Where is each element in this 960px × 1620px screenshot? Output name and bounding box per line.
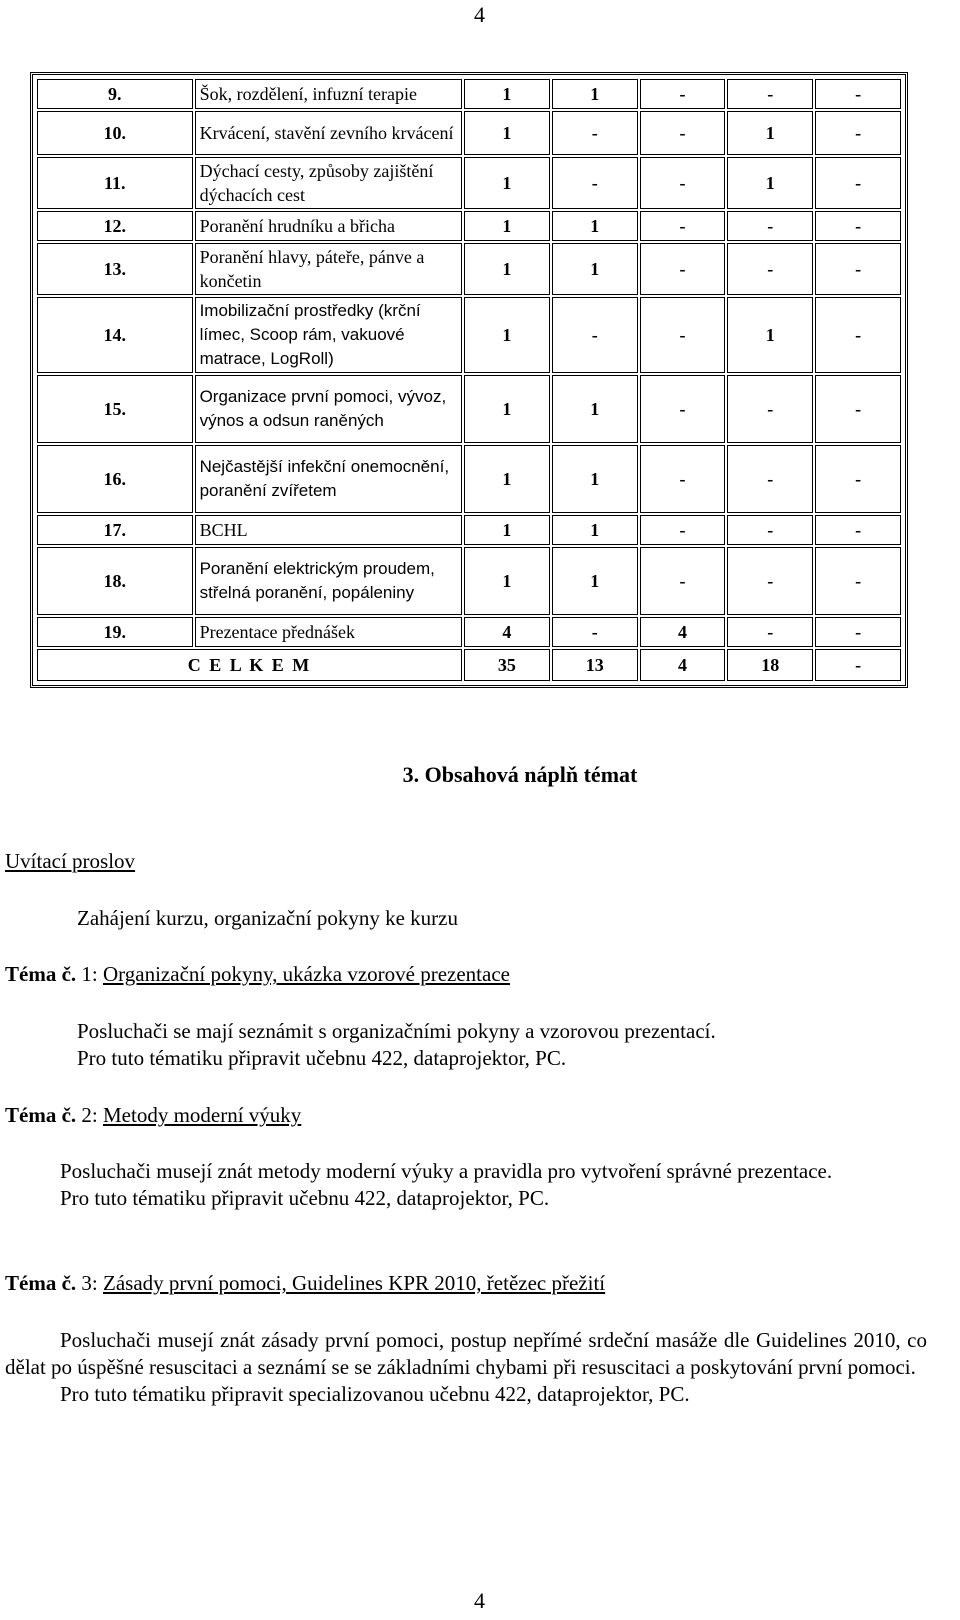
hours-table: [35, 77, 903, 683]
table-row: [37, 297, 901, 373]
topic-1-heading: [5, 961, 510, 988]
table-total-row: [37, 649, 901, 681]
row-number: 12.: [37, 211, 193, 241]
topic-1-line2: Pro tuto tématiku připravit učebnu 422, dataprojektor, PC.: [77, 1046, 567, 1070]
row-value-1: 1: [464, 547, 550, 615]
row-value-3: -: [640, 211, 726, 241]
row-value-4: -: [727, 211, 813, 241]
row-value-2: -: [552, 157, 638, 209]
row-value-2: 1: [552, 515, 638, 545]
row-value-1: 1: [464, 243, 550, 295]
row-number: 15.: [37, 375, 193, 443]
row-topic: Poranění elektrickým proudem, střelná poranění, popáleniny: [195, 547, 462, 615]
table-row: [37, 547, 901, 615]
topic-2-line2: Pro tuto tématiku připravit učebnu 422, dataprojektor, PC.: [60, 1186, 550, 1210]
row-number: 13.: [37, 243, 193, 295]
row-topic: Krvácení, stavění zevního krvácení: [195, 111, 462, 155]
row-value-3: -: [640, 111, 726, 155]
row-value-2: 1: [552, 79, 638, 109]
topic-2-paragraph: [5, 1158, 927, 1212]
topic-1-label: Téma č.: [5, 962, 77, 986]
row-value-1: 1: [464, 375, 550, 443]
total-value-1: 35: [464, 649, 550, 681]
topic-1-title: Organizační pokyny, ukázka vzorové prezentace: [103, 962, 510, 986]
row-value-5: -: [815, 211, 901, 241]
table-row: [37, 157, 901, 209]
topic-3-line1: Posluchači musejí znát zásady první pomoci, postup nepřímé srdeční masáže dle Guidelines 2010, co dělat po úspěšné resuscitaci a seznámí se se základními chybami při resuscitaci a poskytování první pomoci.: [5, 1328, 927, 1379]
row-topic: Nejčastější infekční onemocnění, poranění zvířetem: [195, 445, 462, 513]
topic-3-line2: Pro tuto tématiku připravit specializovanou učebnu 422, dataprojektor, PC.: [60, 1382, 690, 1406]
welcome-title: Uvítací proslov: [5, 849, 136, 873]
row-value-3: -: [640, 445, 726, 513]
row-value-3: 4: [640, 617, 726, 647]
topic-2-title: Metody moderní výuky: [103, 1103, 302, 1127]
row-value-5: -: [815, 297, 901, 373]
row-value-2: -: [552, 111, 638, 155]
row-topic: Šok, rozdělení, infuzní terapie: [195, 79, 462, 109]
table-row: [37, 515, 901, 545]
row-value-3: -: [640, 375, 726, 443]
table-row: [37, 111, 901, 155]
row-value-2: -: [552, 297, 638, 373]
row-value-4: 1: [727, 157, 813, 209]
topic-3-label: Téma č.: [5, 1271, 77, 1295]
table-row: [37, 211, 901, 241]
total-value-2: 13: [552, 649, 638, 681]
topic-2-line1: Posluchači musejí znát metody moderní výuky a pravidla pro vytvoření správné prezentace.: [60, 1159, 833, 1183]
row-value-4: 1: [727, 111, 813, 155]
row-value-5: -: [815, 111, 901, 155]
row-value-1: 1: [464, 157, 550, 209]
topic-3-title: Zásady první pomoci, Guidelines KPR 2010, řetězec přežití: [103, 1271, 606, 1295]
row-value-5: -: [815, 375, 901, 443]
row-value-2: 1: [552, 547, 638, 615]
table-row: [37, 375, 901, 443]
page-number-top: 4: [474, 2, 485, 27]
row-value-4: -: [727, 445, 813, 513]
row-value-5: -: [815, 243, 901, 295]
row-value-3: -: [640, 79, 726, 109]
row-value-2: 1: [552, 445, 638, 513]
row-topic: Dýchací cesty, způsoby zajištění dýchacích cest: [195, 157, 462, 209]
total-value-3: 4: [640, 649, 726, 681]
section-heading: [0, 762, 960, 788]
row-value-3: -: [640, 243, 726, 295]
topic-3-heading: [5, 1270, 605, 1297]
row-number: 9.: [37, 79, 193, 109]
row-value-4: -: [727, 243, 813, 295]
table-row: [37, 79, 901, 109]
hours-table-body: [37, 79, 901, 681]
row-value-4: 1: [727, 297, 813, 373]
row-value-4: -: [727, 547, 813, 615]
table-row: [37, 243, 901, 295]
total-label: C E L K E M: [37, 649, 462, 681]
row-value-5: -: [815, 157, 901, 209]
row-number: 16.: [37, 445, 193, 513]
row-topic: Organizace první pomoci, vývoz, výnos a odsun raněných: [195, 375, 462, 443]
topic-1-number: 1:: [81, 962, 98, 986]
row-value-1: 1: [464, 111, 550, 155]
topic-1-line1: Posluchači se mají seznámit s organizačními pokyny a vzorovou prezentací.: [77, 1019, 716, 1043]
total-value-5: -: [815, 649, 901, 681]
total-value-4: 18: [727, 649, 813, 681]
topic-2-number: 2:: [81, 1103, 98, 1127]
row-value-5: -: [815, 445, 901, 513]
row-value-3: -: [640, 297, 726, 373]
row-number: 17.: [37, 515, 193, 545]
row-value-1: 1: [464, 515, 550, 545]
row-value-4: -: [727, 617, 813, 647]
topic-2-label: Téma č.: [5, 1103, 77, 1127]
row-value-1: 1: [464, 79, 550, 109]
row-value-3: -: [640, 515, 726, 545]
table-row: [37, 617, 901, 647]
row-value-4: -: [727, 375, 813, 443]
row-value-2: 1: [552, 375, 638, 443]
row-value-4: -: [727, 515, 813, 545]
row-value-4: -: [727, 79, 813, 109]
row-number: 10.: [37, 111, 193, 155]
hours-table-frame: [30, 72, 908, 688]
row-value-5: -: [815, 617, 901, 647]
row-number: 19.: [37, 617, 193, 647]
row-topic: Poranění hrudníku a břicha: [195, 211, 462, 241]
row-value-1: 1: [464, 297, 550, 373]
topic-3-number: 3:: [81, 1271, 98, 1295]
welcome-text: Zahájení kurzu, organizační pokyny ke kurzu: [77, 906, 458, 930]
row-value-1: 1: [464, 445, 550, 513]
row-topic: Prezentace přednášek: [195, 617, 462, 647]
row-value-3: -: [640, 157, 726, 209]
section-heading-text: 3. Obsahová náplň témat: [402, 762, 638, 787]
row-number: 11.: [37, 157, 193, 209]
row-number: 14.: [37, 297, 193, 373]
row-topic: BCHL: [195, 515, 462, 545]
row-value-2: 1: [552, 211, 638, 241]
row-number: 18.: [37, 547, 193, 615]
row-topic: Poranění hlavy, páteře, pánve a končetin: [195, 243, 462, 295]
row-value-1: 1: [464, 211, 550, 241]
row-value-2: -: [552, 617, 638, 647]
row-value-5: -: [815, 547, 901, 615]
table-row: [37, 445, 901, 513]
row-value-5: -: [815, 515, 901, 545]
row-value-2: 1: [552, 243, 638, 295]
topic-2-heading: [5, 1102, 301, 1129]
row-value-1: 4: [464, 617, 550, 647]
row-value-3: -: [640, 547, 726, 615]
page-number-bottom: 4: [474, 1588, 485, 1613]
topic-3-paragraph: [5, 1327, 927, 1408]
row-value-5: -: [815, 79, 901, 109]
row-topic: Imobilizační prostředky (krční límec, Scoop rám, vakuové matrace, LogRoll): [195, 297, 462, 373]
